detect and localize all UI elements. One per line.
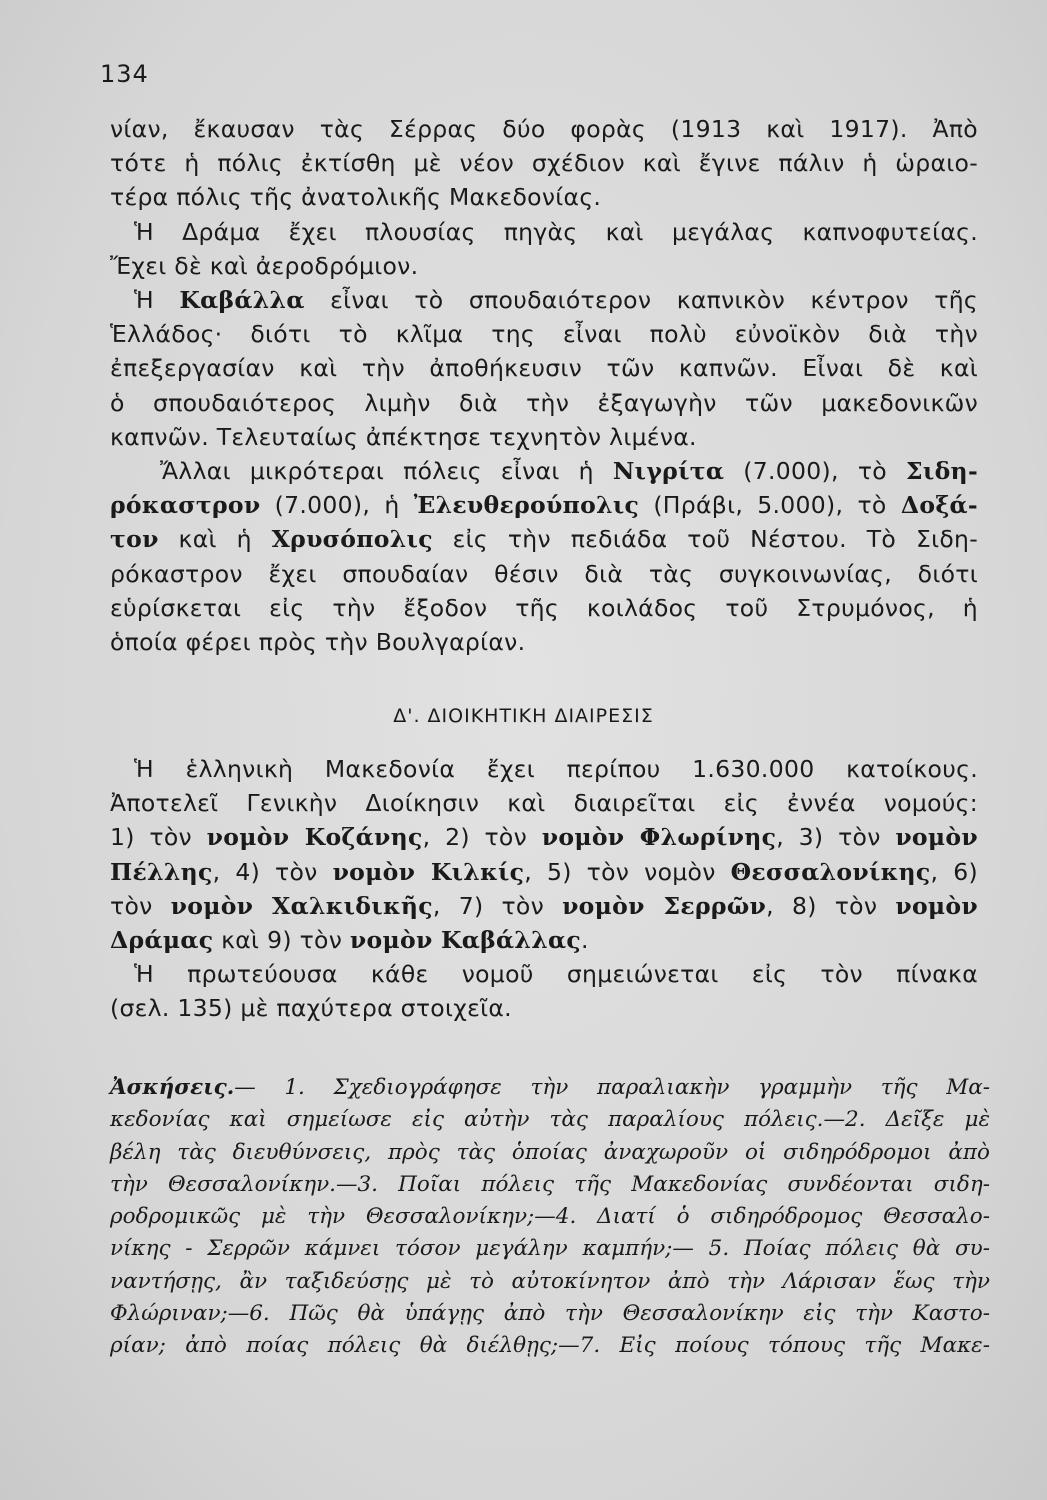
exercise-line bbox=[110, 1072, 990, 1104]
text-run: , 4) τὸν bbox=[212, 857, 333, 886]
text-line bbox=[110, 522, 978, 556]
text-run: , 3) τὸν bbox=[776, 823, 896, 852]
prefecture-pella: νομὸν bbox=[895, 823, 978, 852]
prefecture-drama: νομὸν bbox=[895, 891, 979, 920]
text-line bbox=[110, 923, 978, 957]
place-name-doxato: τον bbox=[110, 525, 159, 554]
text-run: , 2) τὸν bbox=[422, 823, 542, 852]
place-name-chrysoupoli: Χρυσόπολις bbox=[271, 525, 433, 554]
text-line: Ἑλλάδος· διότι τὸ κλῖμα της εἶναι πολὺ εὐνοϊκὸν διὰ τὴν bbox=[110, 320, 978, 349]
prefecture-chalkidiki: νομὸν Χαλκιδικῆς bbox=[170, 891, 433, 920]
text-run: Ἄλλαι μικρότεραι πόλεις εἶναι ἡ bbox=[160, 457, 613, 486]
prefecture-pella: Πέλλης bbox=[110, 857, 213, 886]
text-run: (7.000), τὸ bbox=[724, 457, 906, 486]
text-run: 1) τὸν bbox=[110, 823, 207, 852]
prefecture-kilkis: νομὸν Κιλκίς bbox=[332, 857, 525, 886]
text-run: (Πράβι, 5.000), τὸ bbox=[639, 491, 901, 520]
text-run: εἶναι τὸ σπουδαιότερον καπνικὸν κέντρον τῆς bbox=[304, 286, 978, 315]
exercise-line: ρίαν; ἀπὸ ποίας πόλεις θὰ διέλθῃς;—7. Εἰς ποίους τόπους τῆς Μακε- bbox=[110, 1333, 990, 1359]
prefecture-kavala: νομὸν Καβάλλας bbox=[349, 926, 581, 955]
exercise-line: κεδονίας καὶ σημείωσε εἰς αὐτὴν τὰς παραλίους πόλεις.—2. Δεῖξε μὲ bbox=[110, 1107, 990, 1133]
text-run: (7.000), ἡ bbox=[260, 491, 414, 520]
text-run: , 6) bbox=[930, 857, 978, 886]
text-line: ὁποία φέρει πρὸς τὴν Βουλγαρίαν. bbox=[110, 628, 526, 657]
exercise-line: ναντήσῃς, ἂν ταξιδεύσῃς μὲ τὸ αὐτοκίνητον ἀπὸ τὴν Λάρισαν ἕως τὴν bbox=[110, 1268, 990, 1294]
text-line: Ἡ Δράμα ἔχει πλουσίας πηγὰς καὶ μεγάλας καπνοφυτείας. bbox=[134, 217, 978, 246]
text-line bbox=[110, 454, 978, 488]
exercise-line: τὴν Θεσσαλονίκην.—3. Ποῖαι πόλεις τῆς Μακεδονίας συνδέονται σιδη- bbox=[110, 1171, 990, 1197]
prefecture-serres: νομὸν Σερρῶν bbox=[562, 891, 767, 920]
text-line: ὁ σπουδαιότερος λιμὴν διὰ τὴν ἐξαγωγὴν τῶν μακεδονικῶν bbox=[110, 388, 978, 417]
text-line: ἐπεξεργασίαν καὶ τὴν ἀποθήκευσιν τῶν καπνῶν. Εἶναι δὲ καὶ bbox=[110, 354, 978, 383]
text-line: Ἡ πρωτεύουσα κάθε νομοῦ σημειώνεται εἰς τὸν πίνακα bbox=[134, 960, 978, 989]
text-run: καὶ 9) τὸν bbox=[213, 926, 350, 955]
exercise-line: ροδρομικῶς μὲ τὴν Θεσσαλονίκην;—4. Διατί ὁ σιδηρόδρομος Θεσσαλο- bbox=[110, 1204, 990, 1230]
page-number: 134 bbox=[100, 60, 149, 88]
place-name-kavala: Καβάλλα bbox=[179, 286, 305, 315]
section-heading: Δ'. ΔΙΟΙΚΗΤΙΚΗ ΔΙΑΙΡΕΣΙΣ bbox=[393, 705, 654, 727]
place-name-doxato: Δοξά- bbox=[900, 491, 978, 520]
exercise-line: νίκης - Σερρῶν κάμνει τόσον μεγάλην καμπήν;— 5. Ποίας πόλεις θὰ συ- bbox=[110, 1236, 990, 1262]
text-run: , 5) τὸν νομὸν bbox=[524, 857, 731, 886]
exercises-block bbox=[110, 1072, 990, 1363]
place-name-eleftheroupoli: Ἐλευθερούπολις bbox=[413, 491, 640, 520]
text-run: , 7) τὸν bbox=[432, 891, 563, 920]
text-line: εὑρίσκεται εἰς τὴν ἔξοδον τῆς κοιλάδος τοῦ Στρυμόνος, ἡ bbox=[110, 593, 978, 622]
text-line: νίαν, ἔκαυσαν τὰς Σέρρας δύο φορὰς (1913 καὶ 1917). Ἀπὸ bbox=[110, 115, 978, 143]
place-name-sidirokastro: Σιδη- bbox=[906, 457, 978, 486]
prefecture-drama: Δράμας bbox=[110, 926, 214, 955]
text-run: τὸν bbox=[110, 891, 171, 920]
text-line bbox=[110, 820, 978, 854]
prefecture-kozani: νομὸν Κοζάνης bbox=[206, 823, 423, 852]
text-line: Ἔχει δὲ καὶ ἀεροδρόμιον. bbox=[110, 251, 419, 280]
text-run: Ἡ bbox=[134, 286, 180, 315]
text-line: καπνῶν. Τελευταίως ἀπέκτησε τεχνητὸν λιμένα. bbox=[110, 422, 697, 451]
section-body bbox=[110, 752, 978, 1026]
text-run: — 1. Σχεδιογράφησε τὴν παραλιακὴν γραμμὴν τῆς Μα- bbox=[234, 1075, 990, 1100]
exercises-title: Ἀσκήσεις. bbox=[110, 1075, 235, 1100]
place-name-sidirokastro: ρόκαστρον bbox=[110, 491, 261, 520]
text-run: καὶ ἡ bbox=[158, 525, 272, 554]
text-line: Ἡ ἑλληνικὴ Μακεδονία ἔχει περίπου 1.630.000 κατοίκους. bbox=[134, 755, 978, 783]
text-line: τέρα πόλις τῆς ἀνατολικῆς Μακεδονίας. bbox=[110, 183, 602, 212]
text-run: , 8) τὸν bbox=[766, 891, 896, 920]
exercise-line: βέλη τὰς διευθύνσεις, πρὸς τὰς ὁποίας ἀναχωροῦν οἱ σιδηρόδρομοι ἀπὸ bbox=[110, 1139, 990, 1165]
text-line: Ἀποτελεῖ Γενικὴν Διοίκησιν καὶ διαιρεῖται εἰς ἐννέα νομούς: bbox=[110, 789, 978, 818]
text-line bbox=[110, 488, 978, 522]
text-line bbox=[110, 283, 978, 317]
text-line: τότε ἡ πόλις ἐκτίσθη μὲ νέον σχέδιον καὶ ἔγινε πάλιν ἡ ὡραιο- bbox=[110, 149, 978, 178]
text-run: εἰς τὴν πεδιάδα τοῦ Νέστου. Τὸ Σιδη- bbox=[432, 525, 978, 554]
text-line bbox=[110, 855, 978, 889]
place-name-nigrita: Νιγρίτα bbox=[612, 457, 725, 486]
exercise-line: Φλώριναν;—6. Πῶς θὰ ὑπάγῃς ἀπὸ τὴν Θεσσαλονίκην εἰς τὴν Καστο- bbox=[110, 1301, 990, 1327]
main-text bbox=[110, 112, 978, 659]
text-line bbox=[110, 889, 978, 923]
prefecture-florina: νομὸν Φλωρίνης bbox=[541, 823, 777, 852]
text-run: . bbox=[580, 926, 589, 955]
prefecture-thessaloniki: Θεσσαλονίκης bbox=[730, 857, 931, 886]
text-line: (σελ. 135) μὲ παχύτερα στοιχεῖα. bbox=[110, 994, 512, 1023]
text-line: ρόκαστρον ἔχει σπουδαίαν θέσιν διὰ τὰς συγκοινωνίας, διότι bbox=[110, 559, 978, 588]
